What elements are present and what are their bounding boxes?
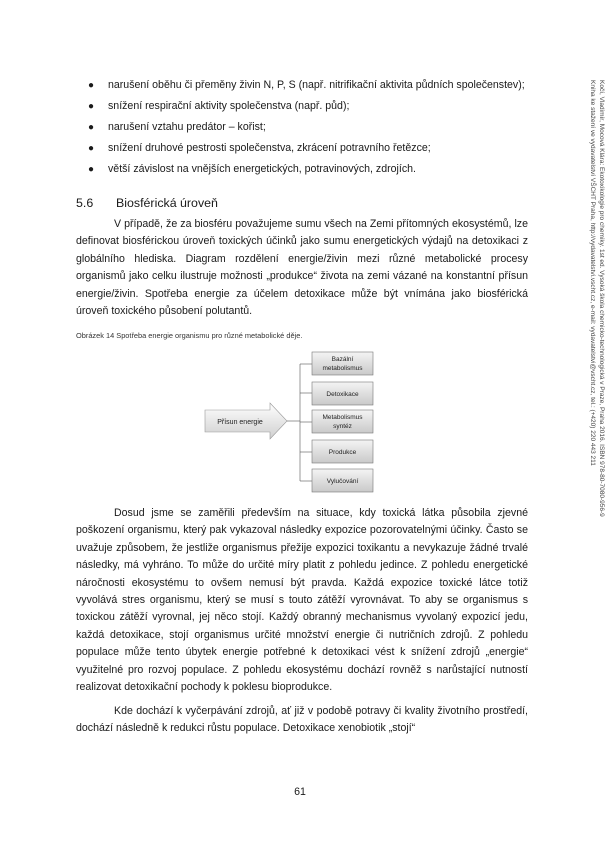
- paragraph: Kde dochází k vyčerpávání zdrojů, ať již v podobě potravy či kvality životního prostředí, dochází následně k redukci růstu populace. Detoxikace xenobiotik „stojí“: [76, 705, 528, 735]
- bullet-icon: ●: [88, 80, 95, 91]
- section-title: Biosférická úroveň: [116, 196, 218, 210]
- figure-caption: Obrázek 14 Spotřeba energie organismu pro různé metabolické děje.: [76, 331, 303, 340]
- sidebar-citation: [586, 80, 605, 580]
- bullet-icon: ●: [88, 142, 95, 154]
- section-number: 5.6: [76, 196, 94, 210]
- input-arrow: [205, 403, 287, 439]
- svg-text:Metabolismus: Metabolismus: [322, 414, 363, 421]
- svg-text:syntéz: syntéz: [333, 423, 352, 430]
- bullet-icon: ●: [88, 100, 95, 112]
- bullet-item: ● narušení oběhu či přeměny živin N, P, S (např. nitrifikační aktivita půdních společenstev);: [88, 77, 528, 94]
- svg-text:Produkce: Produkce: [328, 449, 357, 456]
- bullet-icon: ●: [88, 163, 95, 175]
- section-heading: [76, 196, 218, 210]
- box-produkce: [312, 440, 373, 463]
- box-metabolismus-syntez: [312, 410, 373, 433]
- svg-text:Vylučování: Vylučování: [326, 478, 359, 485]
- input-arrow-label: Přísun energie: [217, 419, 263, 426]
- connector-lines: [287, 364, 312, 481]
- box-vylucovani: [312, 469, 373, 492]
- energy-diagram: [200, 348, 390, 496]
- bullet-item: ● snížení respirační aktivity společenstva (např. půd);: [88, 98, 528, 115]
- bullet-icon: ●: [88, 121, 95, 133]
- bullet-list: [88, 77, 528, 182]
- bullet-item: ● snížení druhové pestrosti společenstva, zkrácení potravního řetězce;: [88, 140, 528, 157]
- svg-text:metabolismus: metabolismus: [322, 365, 363, 372]
- svg-text:Bazální: Bazální: [331, 356, 354, 363]
- bullet-item: ● větší závislost na vnějších energetických, potravinových, zdrojích.: [88, 161, 528, 178]
- box-bazalni-metabolismus: [312, 352, 373, 375]
- citation-line: Kniha ke stažení ve vydavatelství VŠCHT Praha, http://vydavatelstvi.vscht.cz, e-mail: vydavatelstvi@vscht.cz, tel.: (+420) 220 443 211: [589, 80, 596, 466]
- box-detoxikace: [312, 382, 373, 405]
- page-number: 61: [294, 786, 306, 798]
- paragraph: V případě, že za biosféru považujeme sumu všech na Zemi přítomných ekosystémů, lze definovat biosférickou úroveň toxických účinků jako sumu energetických výdajů na detoxikaci z globálního hlediska. Diagram rozdělení energie/živin mezi různé metabolické procesy organismů jako celku ilustruje možnosti „produkce“ života na zemi vázané na konstantní přísun energie/živin. Spotřeba energie za účelem detoxikace může být vnímána jako biosférická úroveň toxického působení polutantů.: [76, 218, 528, 318]
- bullet-item: ● narušení vztahu predátor – kořist;: [88, 119, 528, 136]
- citation-line: Kočí, Vladimír, Mocová Klára: Ekotoxikologie pro chemiky. 1st ed. Vysoká škola chemicko-technologická v Praze, Praha 2016. ISBN 978-80-7080-956-9: [598, 80, 605, 517]
- svg-text:Detoxikace: Detoxikace: [326, 391, 359, 398]
- paragraph: Dosud jsme se zaměřili především na situace, kdy toxická látka působila zjevné poškození organismu, který pak vykazoval následky expozice pozorovatelnými účinky. Často se uvažuje způsobem, že jestliže organismus přežije expozici toxikantu a nevykazuje žádné trvalé následky, má vyhráno. To může do určité míry platit z pohledu jedince. Z pohledu energetické náročnosti ekosystému to ovšem nemusí být pravda. Každá expozice toxické látce totiž vyvolává stres organismu, který se musí s touto zátěží vyrovnávat. To aby se organismus s toxickou zátěží vyrovnal, jej něco stojí. Každý obranný mechanismus vyvolaný expozicí jedu, každá detoxikace, stojí organismus určité množství energie či nutričních zdrojů. Z pohledu populace může tento úbytek energie potřebné k detoxikaci vést k snížení zdrojů „energie“ využitelné pro rozvoj populace. Z pohledu ekosystému dochází rovněž s narůstající nutností realizovat detoxikační pochody k poklesu bioprodukce.: [76, 507, 528, 694]
